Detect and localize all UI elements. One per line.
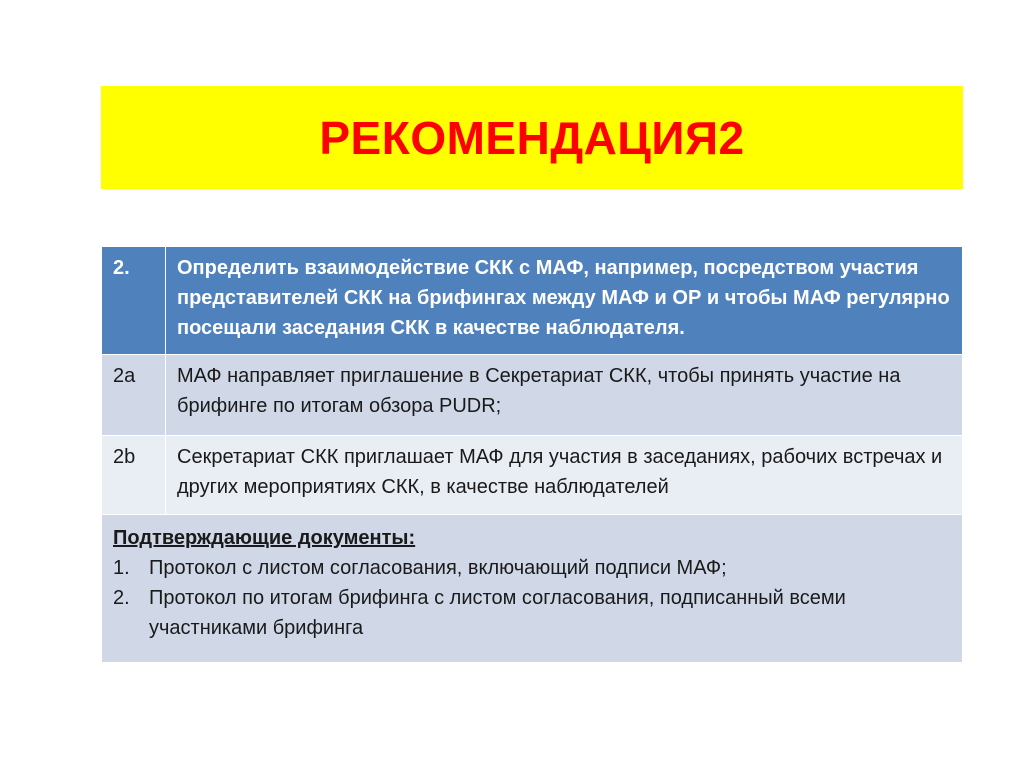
table-row	[102, 355, 963, 436]
list-item-text: Протокол по итогам брифинга с листом согласования, подписанный всеми участниками брифинга	[149, 587, 846, 639]
recommendation-table	[101, 246, 963, 663]
list-item-number: 1.	[113, 557, 130, 579]
title-banner	[101, 86, 963, 189]
table-row	[102, 436, 963, 515]
row-number: 2b	[102, 436, 166, 515]
row-text: Секретариат СКК приглашает МАФ для участия в заседаниях, рабочих встречах и других мероприятиях СКК, в качестве наблюдателей	[166, 436, 963, 515]
row-text: Определить взаимодействие СКК с МАФ, например, посредством участия представителей СКК на брифингах между МАФ и ОР и чтобы МАФ регулярно посещали заседания СКК в качестве наблюдателя.	[166, 247, 963, 355]
row-text: МАФ направляет приглашение в Секретариат СКК, чтобы принять участие на брифинге по итогам обзора PUDR;	[166, 355, 963, 436]
supporting-documents-row	[102, 515, 963, 663]
row-number: 2a	[102, 355, 166, 436]
supporting-documents-cell	[102, 515, 963, 663]
supporting-documents-list	[113, 553, 952, 643]
list-item-text: Протокол с листом согласования, включающий подписи МАФ;	[149, 557, 727, 579]
supporting-documents-heading: Подтверждающие документы:	[113, 527, 416, 549]
row-number: 2.	[102, 247, 166, 355]
table-row-header	[102, 247, 963, 355]
list-item	[113, 583, 952, 643]
list-item	[113, 553, 952, 583]
list-item-number: 2.	[113, 587, 130, 609]
page-title: РЕКОМЕНДАЦИЯ2	[319, 111, 745, 164]
